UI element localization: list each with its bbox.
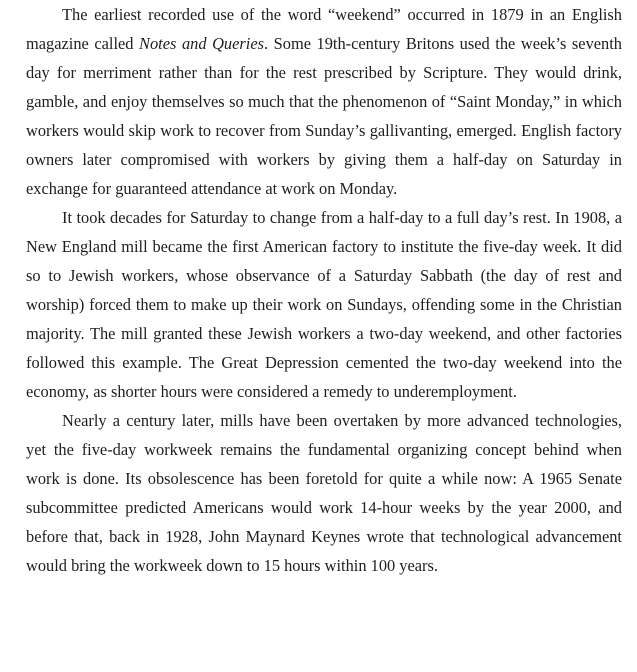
document-body bbox=[26, 0, 622, 580]
paragraph-3: Nearly a century later, mills have been overtaken by more advanced technologies, yet the five-day workweek remains the fundamental organizing concept behind when work is done. Its obsolescence has been foretold for quite a while now: A 1965 Senate subcommittee predicted Americans would work 14-hour weeks by the year 2000, and before that, back in 1928, John Maynard Keynes wrote that technological advancement would bring the workweek down to 15 hours within 100 years. bbox=[26, 411, 622, 575]
paragraph-1-text-end: . Some 19th-century Britons used the week’s seventh day for merriment rather than for the rest prescribed by Scripture. They would drink, gamble, and enjoy themselves so much that the phenomenon of “Saint Monday,” in which workers would skip work to recover from Sunday’s gallivanting, emerged. English factory owners later compromised with workers by giving them a half-day on Saturday in exchange for guaranteed attendance at work on Monday. bbox=[26, 34, 622, 198]
paragraph-1-text-start: The earliest recorded use of the word “weekend” occurred in 1879 in an English magazine called bbox=[26, 5, 622, 53]
paragraph-2: It took decades for Saturday to change from a half-day to a full day’s rest. In 1908, a New England mill became the first American factory to institute the five-day week. It did so to Jewish workers, whose observance of a Saturday Sabbath (the day of rest and worship) forced them to make up their work on Sundays, offending some in the Christian majority. The mill granted these Jewish workers a two-day weekend, and other factories followed this example. The Great Depression cemented the two-day weekend into the economy, as shorter hours were considered a remedy to underemployment. bbox=[26, 208, 622, 401]
paragraph-1 bbox=[26, 0, 622, 203]
magazine-title: Notes and Queries bbox=[139, 34, 264, 53]
